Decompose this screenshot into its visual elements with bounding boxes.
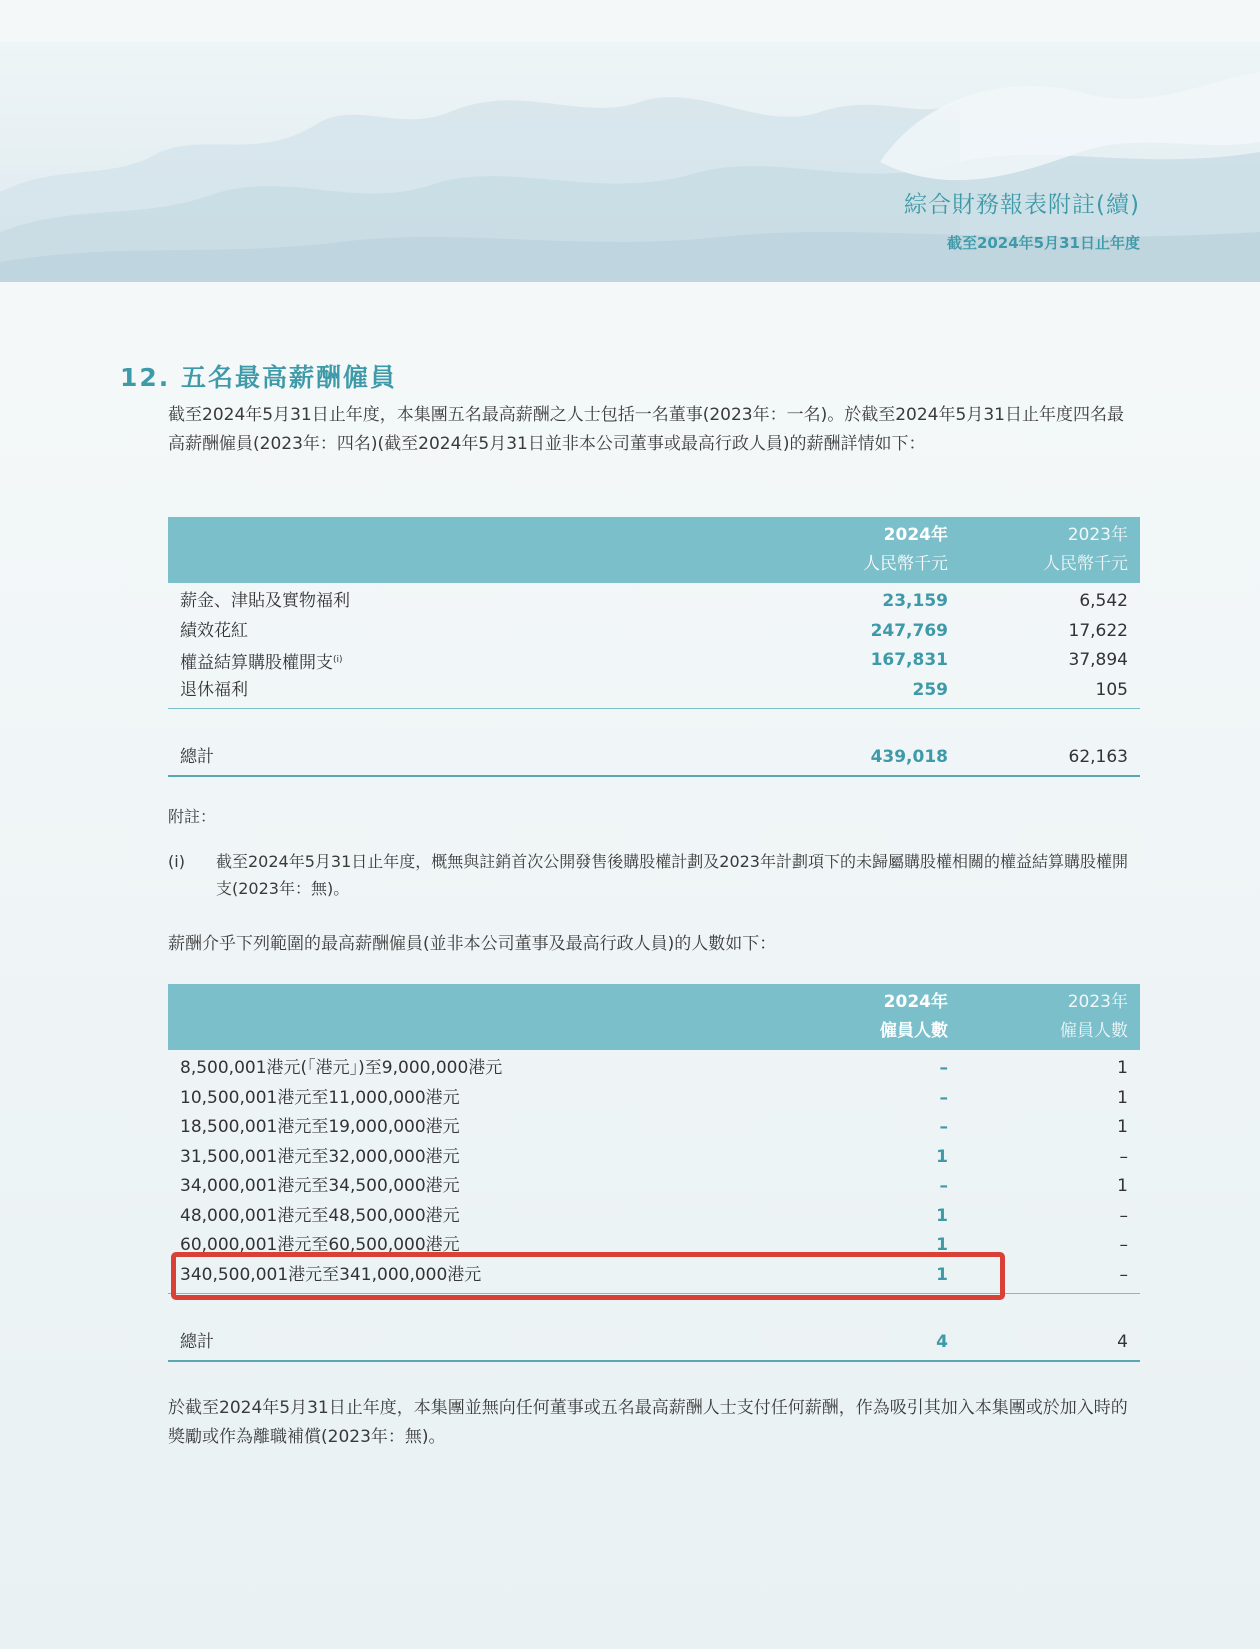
bands-table xyxy=(168,984,1140,1362)
band-intro: 薪酬介乎下列範圍的最高薪酬僱員(並非本公司董事及最高行政人員)的人數如下： xyxy=(168,934,777,954)
remuneration-table-header xyxy=(168,517,1140,583)
total-rule xyxy=(168,775,1140,777)
table-row: 10,500,001港元至11,000,000港元 – 1 xyxy=(180,1087,1128,1108)
total-row: 總計 4 4 xyxy=(180,1332,1128,1352)
section-intro: 截至2024年5月31日止年度，本集團五名最高薪酬之人士包括一名董事(2023年：一名)。於截至2024年5月31日止年度四名最高薪酬僱員(2023年：四名)(截至2024年5月31日並非本公司董事或最高行政人員)的薪酬詳情如下： xyxy=(168,405,1124,454)
table-row: 退休福利 259 105 xyxy=(180,679,1128,700)
total-rule xyxy=(168,1360,1140,1362)
note-text: 截至2024年5月31日止年度，概無與註銷首次公開發售後購股權計劃及2023年計劃項下的未歸屬購股權相關的權益結算購股權開支(2023年：無)。 xyxy=(216,852,1128,898)
table-row: 8,500,001港元(「港元」)至9,000,000港元 – 1 xyxy=(180,1058,1128,1078)
table-row: 34,000,001港元至34,500,000港元 – 1 xyxy=(180,1176,1128,1196)
footnote-ref: (i) xyxy=(333,655,343,665)
section-title: 12. 五名最高薪酬僱員 xyxy=(120,363,397,392)
bands-table-header xyxy=(168,984,1140,1050)
col-2023-header: 2023年 僱員人數 xyxy=(1060,992,1128,1041)
note-index: (i) xyxy=(168,852,185,871)
table-row: 60,000,001港元至60,500,000港元 1 – xyxy=(180,1235,1128,1255)
col-2024-header: 2024年 人民幣千元 xyxy=(863,525,948,574)
col-2023-header: 2023年 人民幣千元 xyxy=(1043,525,1128,574)
remuneration-table xyxy=(168,517,1140,777)
table-row: 18,500,001港元至19,000,000港元 – 1 xyxy=(180,1117,1128,1137)
table-row: 薪金、津貼及實物福利 23,159 6,542 xyxy=(180,591,1128,611)
closing-paragraph: 於截至2024年5月31日止年度，本集團並無向任何董事或五名最高薪酬人士支付任何薪酬，作為吸引其加入本集團或於加入時的獎勵或作為離職補償(2023年：無)。 xyxy=(168,1398,1128,1447)
table-row: 績效花紅 247,769 17,622 xyxy=(180,620,1128,641)
top-strip xyxy=(0,0,1260,42)
total-row: 總計 439,018 62,163 xyxy=(180,747,1128,767)
table-row: 48,000,001港元至48,500,000港元 1 – xyxy=(180,1205,1128,1226)
table-row: 340,500,001港元至341,000,000港元 1 – xyxy=(180,1264,1128,1285)
header-title: 綜合財務報表附註(續) xyxy=(904,192,1140,218)
table-row: 權益結算購股權開支$^{(i)}$ 167,831 37,894 xyxy=(180,650,1128,673)
table-row: 31,500,001港元至32,000,000港元 1 – xyxy=(180,1146,1128,1167)
highlight-box xyxy=(171,1252,1005,1300)
header-subtitle: 截至2024年5月31日止年度 xyxy=(946,234,1140,252)
col-2024-header: 2024年 僱員人數 xyxy=(880,992,948,1041)
notes-heading: 附註： xyxy=(168,807,217,826)
